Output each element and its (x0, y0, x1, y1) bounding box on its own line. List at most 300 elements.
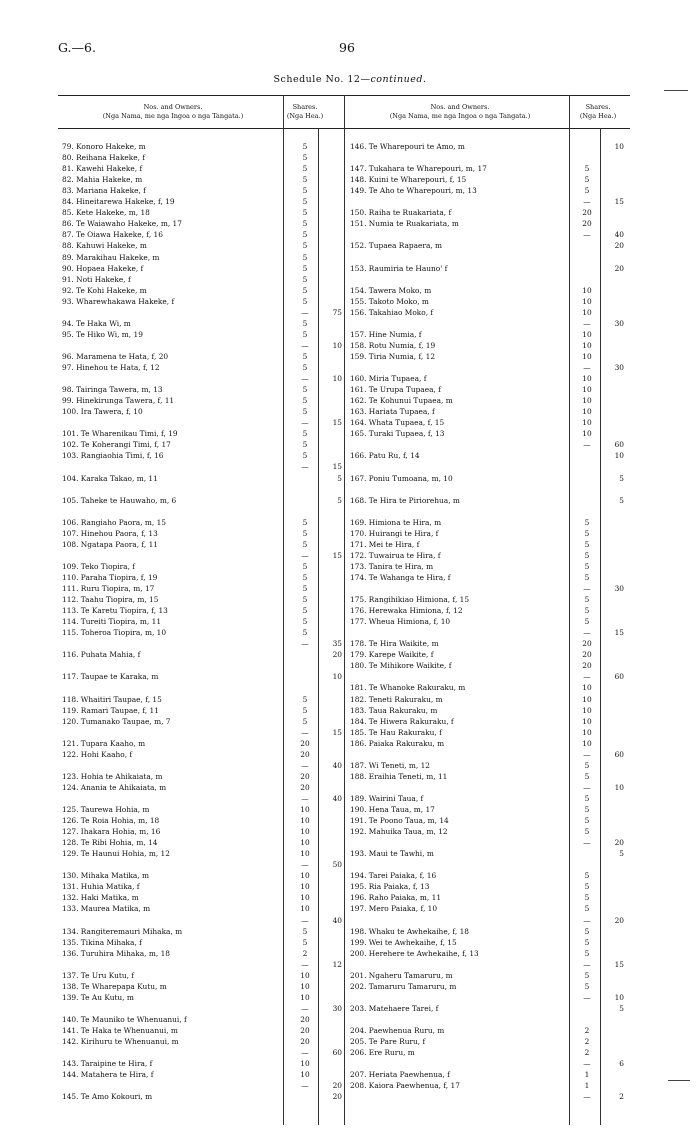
group-total: 10 (332, 340, 342, 350)
table-row (350, 286, 630, 295)
table-row (350, 816, 630, 825)
entry-name: 145. Te Amo Kokouri, m (62, 1092, 153, 1102)
entry-name: 194. Tarei Paiaka, f, 16 (350, 871, 437, 881)
subtotal-row (62, 1081, 344, 1090)
table-row (62, 540, 344, 549)
table-row (62, 496, 344, 505)
table-row (350, 683, 630, 692)
share-value: 5 (302, 584, 308, 593)
entry-name: 80. Reihana Hakeke, f (62, 153, 146, 163)
entry-name: 161. Te Urupa Tupaea, f (350, 385, 441, 395)
share-value: 10 (300, 838, 310, 848)
table-row (62, 153, 344, 162)
group-total: 12 (332, 959, 342, 969)
table-row (350, 573, 630, 582)
subtotal-row (350, 783, 630, 792)
share-value: 10 (582, 374, 592, 384)
table-row (350, 982, 630, 991)
entry-name: 153. Raumiria te Hauno' f (350, 263, 448, 273)
share-value: 10 (582, 738, 592, 748)
entry-name: 205. Te Pare Ruru, f (350, 1037, 426, 1047)
table-row (350, 407, 630, 416)
subtotal-dash: — (301, 639, 309, 649)
entry-name: 147. Tukahara te Wharepouri, m, 17 (350, 164, 487, 174)
table-row (62, 739, 344, 748)
entry-name: 198. Whaku te Awhekaihe, f, 18 (350, 926, 469, 936)
subtotal-dash: — (301, 462, 309, 472)
share-value: 10 (582, 340, 592, 350)
share-value: 5 (584, 595, 590, 605)
entry-name: 118. Whaitiri Taupae, f, 15 (62, 694, 162, 704)
share-value: 5 (302, 407, 308, 417)
share-value: 5 (584, 871, 590, 881)
subtotal-dash: — (301, 1048, 309, 1058)
subtotal-dash: — (583, 959, 591, 969)
table-row (62, 993, 344, 1002)
entry-name: 139. Te Au Kutu, m (62, 992, 134, 1002)
share-value: 5 (302, 318, 308, 328)
table-row (350, 341, 630, 350)
share-value: 10 (582, 716, 592, 726)
entry-name: 191. Te Poono Taua, m, 14 (350, 816, 449, 826)
entry-name: 201. Ngaheru Tamaruru, m (350, 970, 453, 980)
share-value: 10 (582, 705, 592, 715)
table-row (350, 772, 630, 781)
entry-name: 202. Tamaruru Tamaruru, m (350, 981, 457, 991)
entry-name: 115. Toheroa Tiopira, m, 10 (62, 628, 167, 638)
share-value: 10 (300, 816, 310, 826)
entry-name: 208. Kaiora Paewhenua, f, 17 (350, 1081, 460, 1091)
table-row (350, 1037, 630, 1046)
table-row (350, 396, 630, 405)
share-value: 10 (300, 871, 310, 881)
table-row (62, 275, 344, 284)
share-value: 5 (302, 241, 308, 251)
subtotal-row (350, 1092, 630, 1101)
share-value: 10 (300, 1070, 310, 1080)
table-row (62, 595, 344, 604)
share-value: 5 (302, 628, 308, 638)
entry-name: 179. Karepe Waikite, f (350, 650, 434, 660)
table-row (350, 208, 630, 217)
subtotal-row (350, 363, 630, 372)
share-value: 2 (584, 1037, 590, 1047)
group-total: 40 (332, 915, 342, 925)
entry-name: 151. Numia te Ruakariata, m (350, 219, 459, 229)
table-row (62, 904, 344, 913)
entry-name: 123. Hohia te Ahikaiata, m (62, 771, 163, 781)
group-total: 5 (619, 473, 624, 483)
subtotal-row (62, 374, 344, 383)
entry-name: 154. Tawera Moko, m (350, 285, 432, 295)
share-value: 5 (584, 948, 590, 958)
entry-name: 104. Karaka Takao, m, 11 (62, 473, 158, 483)
subtotal-dash: — (301, 1003, 309, 1013)
share-value: 10 (300, 1059, 310, 1069)
table-row (62, 208, 344, 217)
entry-name: 132. Haki Matika, m (62, 893, 139, 903)
subtotal-row (350, 916, 630, 925)
share-value: 10 (582, 418, 592, 428)
entry-name: 102. Te Koherangi Timi, f, 17 (62, 440, 171, 450)
table-row (350, 595, 630, 604)
table-row (62, 838, 344, 847)
entry-name: 105. Taheke te Hauwaho, m, 6 (62, 495, 177, 505)
share-value: 2 (302, 948, 308, 958)
share-value: 1 (584, 1081, 590, 1091)
entry-name: 131. Huhia Matika, f (62, 882, 140, 892)
entry-name: 143. Taraipine te Hira, f (62, 1059, 153, 1069)
entry-name: 97. Hinehou te Hata, f, 12 (62, 363, 160, 372)
share-value: 20 (582, 219, 592, 229)
subtotal-dash: — (583, 838, 591, 848)
table-row (62, 938, 344, 947)
subtotal-row (62, 794, 344, 803)
share-value: 5 (584, 816, 590, 826)
table-row (350, 264, 630, 273)
group-total: 10 (614, 142, 624, 151)
share-value: 5 (302, 296, 308, 306)
entry-name: 141. Te Haka te Whenuanui, m (62, 1026, 178, 1035)
subtotal-dash: — (583, 230, 591, 240)
group-total: 20 (614, 915, 624, 925)
subtotal-dash: — (301, 307, 309, 317)
entry-name: 114. Tureiti Tiopira, m, 11 (62, 617, 162, 627)
table-row (350, 871, 630, 880)
entry-name: 137. Te Uru Kutu, f (62, 970, 135, 980)
share-value: 5 (584, 561, 590, 571)
entry-name: 116. Puhata Mahia, f (62, 650, 141, 660)
subtotal-dash: — (583, 628, 591, 638)
table-row (62, 297, 344, 306)
entry-name: 96. Maramena te Hata, f, 20 (62, 351, 169, 361)
entry-name: 176. Herewaka Himiona, f, 12 (350, 606, 463, 616)
table-row (62, 816, 344, 825)
table-row (350, 849, 630, 858)
table-row (62, 695, 344, 704)
share-value: 10 (300, 992, 310, 1002)
subtotal-dash: — (301, 860, 309, 870)
entry-name: 93. Wharewhakawa Hakeke, f (62, 296, 175, 306)
share-value: 20 (300, 1037, 310, 1047)
entry-name: 187. Wi Teneti, m, 12 (350, 760, 430, 770)
group-total: 20 (332, 1092, 342, 1102)
share-value: 20 (300, 1014, 310, 1024)
table-row (350, 617, 630, 626)
right-names-heading-2: (Nga Nama, me nga Ingoa o nga Tangata.) (389, 112, 531, 120)
subtotal-dash: — (583, 915, 591, 925)
share-value: 20 (300, 771, 310, 781)
table-row (350, 551, 630, 560)
share-value: 10 (582, 296, 592, 306)
subtotal-dash: — (583, 363, 591, 372)
subtotal-row (350, 319, 630, 328)
table-row (62, 451, 344, 460)
table-row (62, 584, 344, 593)
table-row (350, 794, 630, 803)
share-value: 5 (584, 175, 590, 185)
table-row (62, 783, 344, 792)
entry-name: 126. Te Roia Hohia, m, 18 (62, 816, 160, 826)
entry-name: 158. Rotu Numia, f, 19 (350, 340, 436, 350)
group-total: 40 (614, 230, 624, 240)
group-total: 15 (614, 197, 624, 207)
table-row (350, 606, 630, 615)
table-row (62, 352, 344, 361)
entry-name: 197. Mero Paiaka, f, 10 (350, 904, 438, 914)
table-row (62, 805, 344, 814)
table-row (350, 1070, 630, 1079)
group-total: 60 (332, 1048, 342, 1058)
table-row (62, 230, 344, 239)
entry-name: 144. Matahera te Hira, f (62, 1070, 154, 1080)
entry-name: 175. Rangihikiao Himiona, f, 15 (350, 595, 470, 605)
subtotal-dash: — (583, 782, 591, 792)
entry-name: 183. Taua Rakuraku, m (350, 705, 438, 715)
subtotal-dash: — (301, 374, 309, 384)
entry-name: 107. Hinehou Paora, f, 13 (62, 528, 158, 538)
share-value: 2 (584, 1048, 590, 1058)
subtotal-dash: — (301, 340, 309, 350)
share-value: 10 (582, 285, 592, 295)
share-value: 5 (302, 705, 308, 715)
table-row (350, 827, 630, 836)
subtotal-row (350, 672, 630, 681)
table-row (62, 319, 344, 328)
share-value: 5 (584, 827, 590, 837)
share-value: 5 (584, 539, 590, 549)
group-total: 30 (614, 318, 624, 328)
subtotal-row (62, 551, 344, 560)
entry-name: 204. Paewhenua Ruru, m (350, 1026, 445, 1035)
entry-name: 184. Te Hiwera Rakuraku, f (350, 716, 454, 726)
subtotal-dash: — (583, 992, 591, 1002)
subtotal-row (62, 462, 344, 471)
entry-name: 133. Maurea Matika, m (62, 904, 151, 914)
group-total: 10 (614, 451, 624, 461)
group-total: 60 (614, 440, 624, 450)
entry-name: 140. Te Mauniko te Whenuanui, f (62, 1014, 187, 1024)
table-row (350, 1004, 630, 1013)
share-value: 1 (584, 1070, 590, 1080)
share-value: 5 (584, 186, 590, 196)
subtotal-dash: — (583, 197, 591, 207)
share-value: 20 (300, 749, 310, 759)
subtotal-row (62, 341, 344, 350)
table-row (350, 1048, 630, 1057)
table-row (62, 518, 344, 527)
table-row (62, 1026, 344, 1035)
entry-name: 87. Te Oiawa Hakeke, f, 16 (62, 230, 163, 240)
share-value: 10 (582, 329, 592, 339)
entry-name: 178. Te Hira Waikite, m (350, 639, 439, 649)
entry-name: 180. Te Mihikore Waikite, f (350, 661, 452, 671)
table-row (350, 540, 630, 549)
table-row (350, 352, 630, 361)
subtotal-row (62, 728, 344, 737)
table-row (350, 474, 630, 483)
entry-name: 121. Tupara Kaaho, m (62, 738, 146, 748)
entry-name: 100. Ira Tawera, f, 10 (62, 407, 143, 417)
entry-name: 188. Eraihia Teneti, m, 11 (350, 771, 448, 781)
share-value: 5 (302, 175, 308, 185)
entry-name: 109. Teko Tiopira, f (62, 561, 136, 571)
table-row (62, 385, 344, 394)
right-shares-heading-2: (Nga Hea.) (579, 112, 617, 120)
share-value: 5 (302, 153, 308, 163)
entry-name: 136. Turuhira Mihaka, m, 18 (62, 948, 170, 958)
table-row (62, 1037, 344, 1046)
share-value: 10 (582, 307, 592, 317)
share-value: 5 (302, 440, 308, 450)
subtotal-row (350, 253, 630, 262)
share-value: 5 (584, 805, 590, 814)
group-total: 60 (614, 749, 624, 759)
table-row (62, 363, 344, 372)
entry-name: 162. Te Kohunui Tupaea, m (350, 396, 453, 406)
share-value: 10 (582, 351, 592, 361)
entry-name: 181. Te Whanoke Rakuraku, m (350, 683, 466, 693)
share-value: 5 (584, 528, 590, 538)
entry-name: 190. Hena Taua, m, 17 (350, 805, 435, 814)
group-total: 10 (614, 992, 624, 1002)
share-value: 10 (582, 683, 592, 693)
subtotal-row (62, 683, 344, 692)
entry-name: 168. Te Hira te Piriorehua, m (350, 495, 460, 505)
table-row (350, 717, 630, 726)
share-value: 5 (302, 186, 308, 196)
entry-name: 111. Ruru Tiopira, m, 17 (62, 584, 155, 593)
entry-name: 155. Takoto Moko, m (350, 296, 429, 306)
group-total: 5 (337, 473, 342, 483)
table-row (350, 971, 630, 980)
table-row (350, 882, 630, 891)
left-names-heading-2: (Nga Nama, me nga Ingoa o nga Tangata.) (102, 112, 244, 120)
share-value: 5 (584, 606, 590, 616)
entry-name: 122. Hohi Kaaho, f (62, 749, 133, 759)
subtotal-dash: — (301, 550, 309, 560)
share-value: 5 (302, 263, 308, 273)
subtotal-row (350, 1059, 630, 1068)
entry-name: 90. Hopaea Hakeke, f (62, 263, 144, 273)
share-value: 5 (302, 595, 308, 605)
table-row (62, 871, 344, 880)
table-row (62, 750, 344, 759)
share-value: 5 (584, 617, 590, 627)
share-value: 5 (584, 760, 590, 770)
table-row (62, 474, 344, 483)
entry-name: 157. Hine Numia, f (350, 329, 422, 339)
entry-name: 88. Kahuwi Hakeke, m (62, 241, 147, 251)
entry-name: 192. Mahuika Taua, m, 12 (350, 827, 448, 837)
entry-name: 186. Paiaka Rakuraku, m (350, 738, 445, 748)
entry-name: 84. Hineitarewa Hakeke, f, 19 (62, 197, 175, 207)
entry-name: 173. Tanira te Hira, m (350, 561, 434, 571)
share-value: 5 (302, 197, 308, 207)
entry-name: 138. Te Wharepapa Kutu, m (62, 981, 167, 991)
schedule-suffix: —continued. (360, 74, 427, 85)
share-value: 5 (584, 893, 590, 903)
table-row (62, 142, 344, 151)
group-total: 15 (614, 959, 624, 969)
share-value: 5 (302, 528, 308, 538)
group-total: 20 (614, 241, 624, 251)
group-total: 30 (614, 584, 624, 593)
entry-name: 130. Mihaka Matika, m (62, 871, 150, 881)
subtotal-row (350, 485, 630, 494)
table-row (62, 672, 344, 681)
table-row (62, 264, 344, 273)
subtotal-row (62, 418, 344, 427)
entry-name: 91. Noti Hakeke, f (62, 274, 131, 284)
subtotal-dash: — (583, 749, 591, 759)
subtotal-row (62, 860, 344, 869)
share-value: 5 (302, 252, 308, 262)
table-row (62, 186, 344, 195)
entry-name: 193. Maui te Tawhi, m (350, 849, 434, 859)
entry-name: 172. Tuwairua te Hira, f (350, 550, 441, 560)
share-value: 5 (302, 351, 308, 361)
share-value: 5 (302, 230, 308, 240)
table-row (62, 197, 344, 206)
entry-name: 112. Taahu Tiopira, m, 15 (62, 595, 159, 605)
table-row (350, 186, 630, 195)
entry-name: 85. Kete Hakeke, m, 18 (62, 208, 150, 218)
entry-name: 185. Te Hau Rakuraku, f (350, 727, 442, 737)
table-row (350, 418, 630, 427)
share-value: 10 (300, 849, 310, 859)
table-row (350, 219, 630, 228)
table-row (62, 949, 344, 958)
table-row (350, 496, 630, 505)
share-value: 20 (300, 1026, 310, 1035)
entry-name: 129. Te Haunui Hohia, m, 12 (62, 849, 170, 859)
subtotal-row (350, 860, 630, 869)
table-row (350, 739, 630, 748)
group-total: 2 (619, 1092, 624, 1102)
subtotal-dash: — (583, 1092, 591, 1102)
group-total: 30 (614, 363, 624, 372)
group-total: 75 (332, 307, 342, 317)
table-row (62, 893, 344, 902)
group-total: 15 (332, 418, 342, 428)
table-row (62, 650, 344, 659)
share-value: 5 (302, 572, 308, 582)
subtotal-dash: — (583, 1059, 591, 1069)
subtotal-row (62, 661, 344, 670)
center-divider (344, 95, 345, 1125)
group-total: 5 (619, 1003, 624, 1013)
entry-name: 110. Paraha Tiopira, f, 19 (62, 572, 158, 582)
table-row (350, 639, 630, 648)
entry-name: 108. Ngatapa Paora, f, 11 (62, 539, 158, 549)
margin-mark (668, 1080, 690, 1081)
share-value: 20 (300, 782, 310, 792)
entry-name: 92. Te Kohi Hakeke, m (62, 285, 147, 295)
table-row (62, 882, 344, 891)
group-total: 20 (614, 838, 624, 848)
table-row (62, 849, 344, 858)
share-value: 10 (300, 827, 310, 837)
entry-name: 95. Te Hiko Wi, m, 19 (62, 329, 143, 339)
entry-name: 106. Rangiaho Paora, m, 15 (62, 517, 167, 527)
share-value: 5 (302, 396, 308, 406)
subtotal-dash: — (583, 584, 591, 593)
schedule-title (0, 74, 700, 85)
group-total: 15 (332, 462, 342, 472)
entry-name: 83. Mariana Hakeke, f (62, 186, 146, 196)
subtotal-row (350, 440, 630, 449)
